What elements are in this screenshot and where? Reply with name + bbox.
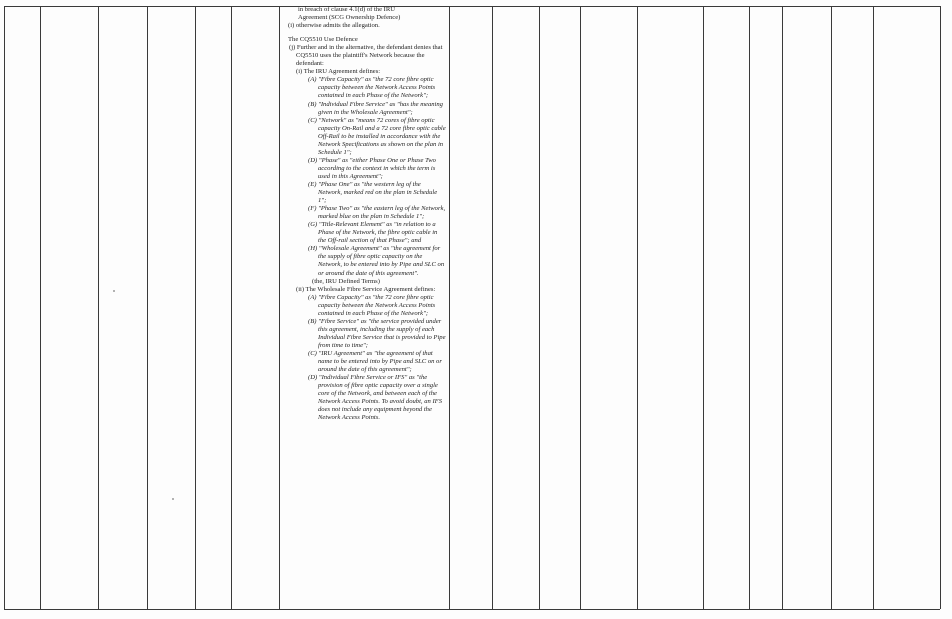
column-rule bbox=[637, 6, 638, 609]
text-line: Agreement (SCG Ownership Defence) bbox=[298, 14, 401, 22]
column-rule bbox=[449, 6, 450, 609]
definition-item: (A) "Fibre Capacity" as "the 72 core fibre optic capacity between the Network Access Points contained in each Phase of the Network"; bbox=[308, 76, 436, 100]
definition-item: (D) "Individual Fibre Service or IFS" as "the provision of fibre optic capacity over a single core of the Network, and between each of the Network Access Points. To avoid doubt, an IFS does not include any equipment beyond the Network Access Points. bbox=[308, 374, 442, 422]
column-rule bbox=[279, 6, 280, 609]
table-bottom-border bbox=[4, 609, 940, 610]
definition-item: (C) "Network" as "means 72 cores of fibre optic capacity On-Rail and a 72 core fibre optic cable Off-Rail to be installed in accordance with the Network Specifications as shown on the plan in Schedule 1"; bbox=[308, 116, 446, 156]
column-rule bbox=[4, 6, 5, 609]
column-rule bbox=[539, 6, 540, 609]
definition-item: (C) "IRU Agreement" as "the agreement of that name to be entered into by Pipe and SLC on or around the date of this agreement"; bbox=[308, 349, 442, 374]
defined-terms-note: (the, IRU Defined Terms) bbox=[312, 277, 380, 285]
definition-item: (B) "Fibre Service" as "the service provided under this agreement, including the supply of each Individual Fibre Service that is provided to Pipe from time to time"; bbox=[308, 317, 446, 349]
column-rule bbox=[703, 6, 704, 609]
definition-item: (A) "Fibre Capacity" as "the 72 core fibre optic capacity between the Network Access Points contained in each Phase of the Network"; bbox=[308, 293, 436, 317]
definition-item: (D) "Phase" as "either Phase One or Phase Two according to the context in which the term is used in this Agreement"; bbox=[308, 156, 436, 180]
column-rule bbox=[940, 6, 941, 609]
paragraph-j: (j) Further and in the alternative, the defendant denies that CQ5510 uses the plaintiff's Network because the defendant: bbox=[289, 44, 443, 68]
column-rule bbox=[195, 6, 196, 609]
column-rule bbox=[231, 6, 232, 609]
column-rule bbox=[147, 6, 148, 609]
scan-speck bbox=[113, 290, 115, 292]
subparagraph-i: (i) The IRU Agreement defines: bbox=[296, 68, 381, 76]
column-rule bbox=[492, 6, 493, 609]
column-rule bbox=[749, 6, 750, 609]
column-rule bbox=[831, 6, 832, 609]
definition-item: (H) "Wholesale Agreement" as "the agreement for the supply of fibre optic capacity on the Network, to be entered into by Pipe and SLC on or around the date of this agreement". bbox=[308, 245, 445, 277]
section-heading: The CQ5510 Use Defence bbox=[288, 36, 358, 44]
column-rule bbox=[782, 6, 783, 609]
definition-item: (F) "Phase Two" as "the eastern leg of the Network, marked blue on the plan in Schedule 1"; bbox=[308, 205, 446, 221]
column-rule bbox=[873, 6, 874, 609]
defence-text-cell bbox=[282, 6, 446, 609]
definition-item: (E) "Phase One" as "the western leg of the Network, marked red on the plan in Schedule 1"; bbox=[308, 180, 438, 205]
table-top-border bbox=[4, 6, 940, 7]
column-rule bbox=[40, 6, 41, 609]
column-rule bbox=[580, 6, 581, 609]
scan-speck bbox=[172, 498, 174, 500]
definition-item: (B) "Individual Fibre Service" as "has the meaning given in the Wholesale Agreement"; bbox=[308, 100, 443, 116]
definition-item: (G) "Title-Relevant Element" as "in relation to a Phase of the Network, the fibre optic cable in the Off-rail section of that Phase"; and bbox=[308, 221, 438, 245]
column-rule bbox=[98, 6, 99, 609]
subparagraph-ii: (ii) The Wholesale Fibre Service Agreement defines: bbox=[296, 285, 436, 293]
text-line: in breach of clause 4.1(d) of the IRU bbox=[298, 6, 396, 13]
text-line: (i) otherwise admits the allegation. bbox=[288, 22, 380, 30]
